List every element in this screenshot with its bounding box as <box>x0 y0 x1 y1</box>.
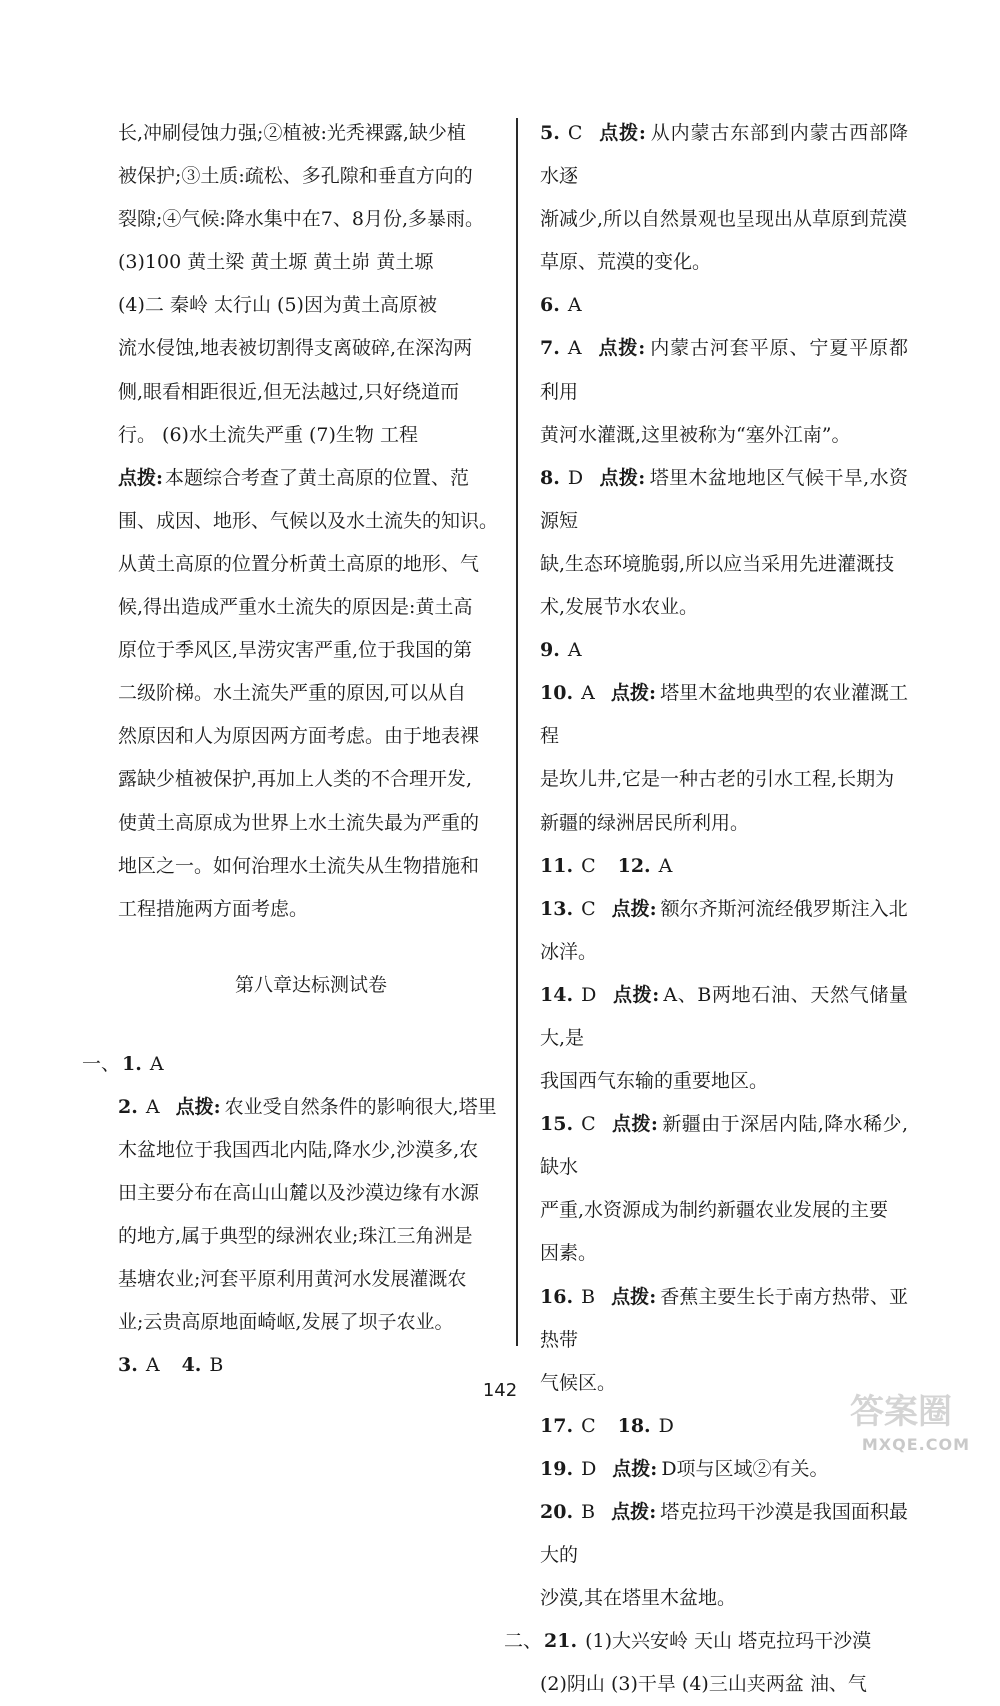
question-number: 15. <box>540 1113 574 1136</box>
question-number: 13. <box>540 897 574 920</box>
question-number: 4. <box>181 1354 202 1377</box>
answer-q20 <box>540 1491 908 1577</box>
question-number: 17. <box>540 1414 574 1437</box>
section-mark: 二、 <box>504 1630 543 1653</box>
answer-q8 <box>540 457 908 543</box>
question-number: 19. <box>540 1457 574 1480</box>
text-line: 候,得出造成严重水土流失的原因是:黄土高 <box>118 596 473 619</box>
question-number: 2. <box>118 1095 138 1118</box>
answer-value: A <box>581 682 595 705</box>
answer-q21 <box>504 1620 908 1663</box>
question-number: 16. <box>540 1285 574 1308</box>
tip-text: 塔里木盆地典型的农业灌溉工程 <box>540 682 908 748</box>
text-line: 地区之一。如何治理水土流失从生物措施和 <box>118 854 480 877</box>
watermark <box>820 1384 970 1454</box>
text-line: 缺,生态环境脆弱,所以应当采用先进灌溉技 <box>540 552 895 575</box>
answer-q6 <box>540 284 908 327</box>
text-line: 被保护;③土质:疏松、多孔隙和垂直方向的 <box>118 165 473 188</box>
answer-value: C <box>581 897 596 920</box>
tip-text: 农业受自然条件的影响很大,塔里 <box>224 1095 497 1118</box>
answer-value: B <box>581 1285 596 1308</box>
text-line: 然原因和人为原因两方面考虑。由于地表裸 <box>118 725 480 748</box>
watermark-logo: 答案圈 <box>850 1392 952 1432</box>
answer-value: A <box>149 1052 164 1075</box>
text-line: (4)二 秦岭 太行山 (5)因为黄土高原被 <box>118 294 437 317</box>
text-line: (3)100 黄土梁 黄土塬 黄土峁 黄土塬 <box>118 251 434 274</box>
answer-value: C <box>581 1414 596 1437</box>
question-number: 1. <box>122 1052 142 1075</box>
text-line: 从黄土高原的位置分析黄土高原的地形、气 <box>118 552 480 575</box>
answer-q5 <box>540 112 908 198</box>
left-column <box>82 112 504 1388</box>
answer-value: C <box>581 854 596 877</box>
question-number: 12. <box>617 854 651 877</box>
answer-q2 <box>118 1086 504 1129</box>
answer-value: D <box>581 1457 597 1480</box>
answer-q10 <box>540 672 908 758</box>
tip-text: 新疆由于深居内陆,降水稀少,缺水 <box>540 1113 908 1179</box>
text-line: 二级阶梯。水土流失严重的原因,可以从自 <box>118 682 467 705</box>
question-number: 3. <box>118 1354 138 1377</box>
tip-label: 点拨: <box>612 1457 658 1480</box>
tip-text: 从内蒙古东部到内蒙古西部降水逐 <box>540 122 908 188</box>
question-number: 10. <box>540 682 574 705</box>
text-line: 渐减少,所以自然景观也呈现出从草原到荒漠 <box>540 208 908 231</box>
answer-q11-q12 <box>540 845 908 888</box>
text-line: 严重,水资源成为制约新疆农业发展的主要 <box>540 1199 889 1222</box>
tip-label: 点拨: <box>612 983 660 1006</box>
answer-value: A <box>145 1095 160 1118</box>
answer-q15 <box>540 1103 908 1189</box>
question-number: 20. <box>540 1501 574 1523</box>
answer-q16 <box>540 1276 908 1362</box>
tip-label: 点拨: <box>610 682 657 705</box>
tip-label: 点拨: <box>599 466 646 489</box>
answer-q19 <box>540 1448 908 1491</box>
watermark-site: MXQE.COM <box>861 1435 970 1454</box>
answer-value: A <box>567 639 582 662</box>
answer-value: D <box>581 983 597 1006</box>
tip-label: 点拨: <box>598 122 646 144</box>
text-line: 长,冲刷侵蚀力强;②植被:光秃裸露,缺少植 <box>118 122 466 144</box>
answer-value: B <box>209 1354 224 1377</box>
right-column <box>504 112 909 1706</box>
answer-text: (1)大兴安岭 天山 塔克拉玛干沙漠 <box>585 1630 872 1653</box>
answer-value: A <box>145 1354 160 1377</box>
tip-text: 额尔齐斯河流经俄罗斯注入北 <box>660 897 908 920</box>
tip-label: 点拨: <box>611 1285 657 1308</box>
answer-value: C <box>581 1113 596 1136</box>
answer-q13 <box>540 888 908 931</box>
tip-text: A、B两地石油、天然气储量大,是 <box>540 983 908 1049</box>
tip-label: 点拨: <box>611 1501 657 1523</box>
tip-label: 点拨: <box>611 1113 658 1136</box>
text-line: 使黄土高原成为世界上水土流失最为严重的 <box>118 811 480 834</box>
tip-line <box>118 457 504 500</box>
question-number: 7. <box>540 337 560 360</box>
answer-value: A <box>567 294 582 317</box>
text-line: 原位于季风区,旱涝灾害严重,位于我国的第 <box>118 639 473 662</box>
question-number: 11. <box>540 854 574 877</box>
answer-q1 <box>82 1043 504 1086</box>
text-line: 沙漠,其在塔里木盆地。 <box>540 1587 737 1610</box>
answer-q7 <box>540 327 908 413</box>
question-number: 9. <box>540 639 560 662</box>
answer-value: C <box>567 122 583 144</box>
text-line: 我国西气东输的重要地区。 <box>540 1070 769 1093</box>
text-line: 气候区。 <box>540 1371 617 1394</box>
text-line: 新疆的绿洲居民所利用。 <box>540 811 750 834</box>
text-line: 冰洋。 <box>540 940 598 963</box>
answer-value: B <box>581 1501 596 1523</box>
tip-label: 点拨: <box>118 466 164 489</box>
text-line: 基塘农业;河套平原利用黄河水发展灌溉农 <box>118 1268 467 1291</box>
question-number: 8. <box>540 466 560 489</box>
text-line: 围、成因、地形、气候以及水土流失的知识。 <box>118 509 499 532</box>
text-line: 的地方,属于典型的绿洲农业;珠江三角洲是 <box>118 1225 473 1248</box>
answer-value: D <box>658 1414 674 1437</box>
tip-text: 香蕉主要生长于南方热带、亚热带 <box>540 1285 908 1351</box>
text-line: (2)阴山 (3)干旱 (4)三山夹两盆 油、气 <box>540 1673 867 1696</box>
text-line: 裂隙;④气候:降水集中在7、8月份,多暴雨。 <box>118 208 485 231</box>
text-line: 田主要分布在高山山麓以及沙漠边缘有水源 <box>118 1182 480 1205</box>
tip-text: 塔里木盆地地区气候干旱,水资源短 <box>540 466 909 532</box>
question-number: 5. <box>540 122 560 144</box>
text-line: 因素。 <box>540 1242 598 1265</box>
answer-value: D <box>567 466 584 489</box>
text-line: 行。 (6)水土流失严重 (7)生物 工程 <box>118 423 418 446</box>
answer-q14 <box>540 974 908 1060</box>
text-line: 露缺少植被保护,再加上人类的不合理开发, <box>118 768 473 791</box>
text-line: 黄河水灌溉,这里被称为“塞外江南”。 <box>540 423 851 446</box>
text-line: 流水侵蚀,地表被切割得支离破碎,在深沟两 <box>118 337 473 360</box>
answer-value: A <box>567 337 582 360</box>
text-line: 草原、荒漠的变化。 <box>540 251 712 274</box>
tip-text: 塔克拉玛干沙漠是我国面积最大的 <box>540 1501 908 1567</box>
text-line: 业;云贵高原地面崎岖,发展了坝子农业。 <box>118 1311 454 1334</box>
text-line: 工程措施两方面考虑。 <box>118 897 309 920</box>
text-line: 木盆地位于我国西北内陆,降水少,沙漠多,农 <box>118 1138 479 1161</box>
text-line: 侧,眼看相距很近,但无法越过,只好绕道而 <box>118 380 460 403</box>
section-mark: 一、 <box>82 1052 121 1075</box>
question-number: 21. <box>544 1630 578 1653</box>
column-divider <box>516 118 518 1346</box>
answer-value: A <box>658 854 673 877</box>
tip-text: 本题综合考查了黄土高原的位置、范 <box>165 466 470 489</box>
tip-text: D项与区域②有关。 <box>661 1457 829 1480</box>
question-number: 6. <box>540 294 560 317</box>
page-number: 142 <box>482 1380 518 1401</box>
tip-label: 点拨: <box>175 1095 221 1118</box>
text-line: 是坎儿井,它是一种古老的引水工程,长期为 <box>540 768 895 791</box>
tip-label: 点拨: <box>597 337 646 360</box>
question-number: 14. <box>540 983 574 1006</box>
tip-text: 内蒙古河套平原、宁夏平原都利用 <box>540 337 908 403</box>
text-line: 术,发展节水农业。 <box>540 596 699 619</box>
answer-q9 <box>540 629 908 672</box>
chapter-title: 第八章达标测试卷 <box>234 973 387 996</box>
tip-label: 点拨: <box>611 897 657 920</box>
question-number: 18. <box>617 1414 651 1437</box>
